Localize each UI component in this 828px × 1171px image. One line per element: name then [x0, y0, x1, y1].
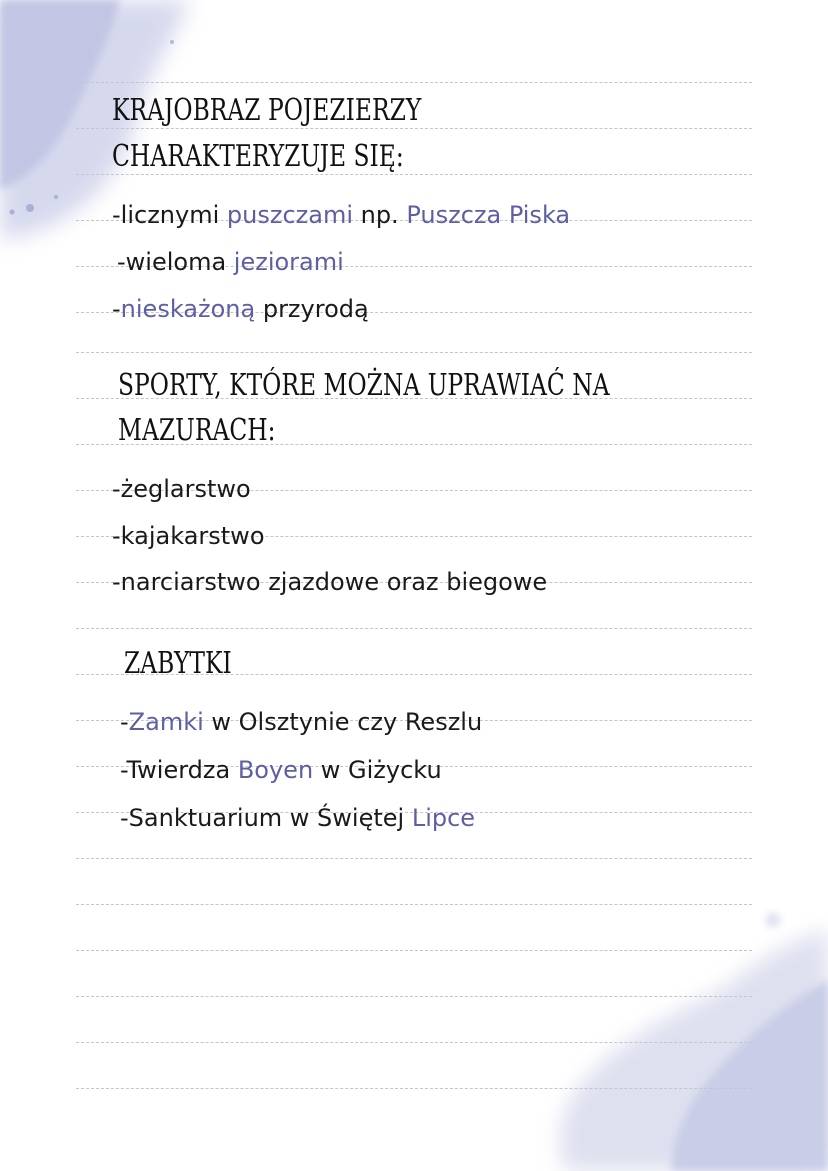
list-item: -Sanktuarium w Świętej Lipce — [120, 804, 476, 832]
heading-monuments: ZABYTKI — [124, 646, 232, 681]
heading-landscape-line1: KRAJOBRAZ POJEZIERZY — [112, 93, 422, 128]
heading-sports-line2: MAZURACH: — [118, 413, 276, 448]
list-item: -nieskażoną przyrodą — [112, 295, 369, 323]
list-item: -żeglarstwo — [112, 475, 251, 503]
heading-sports-line1: SPORTY, KTÓRE MOŻNA UPRAWIAĆ NA — [118, 368, 610, 403]
list-item: -Twierdza Boyen w Giżycku — [120, 756, 442, 784]
list-item: -Zamki w Olsztynie czy Reszlu — [120, 708, 483, 736]
heading-landscape-line2: CHARAKTERYZUJE SIĘ: — [112, 139, 404, 174]
list-item: -wieloma jeziorami — [117, 248, 344, 276]
list-item: -narciarstwo zjazdowe oraz biegowe — [112, 568, 548, 596]
list-item: -licznymi puszczami np. Puszcza Piska — [112, 201, 571, 229]
list-item: -kajakarstwo — [112, 522, 265, 550]
